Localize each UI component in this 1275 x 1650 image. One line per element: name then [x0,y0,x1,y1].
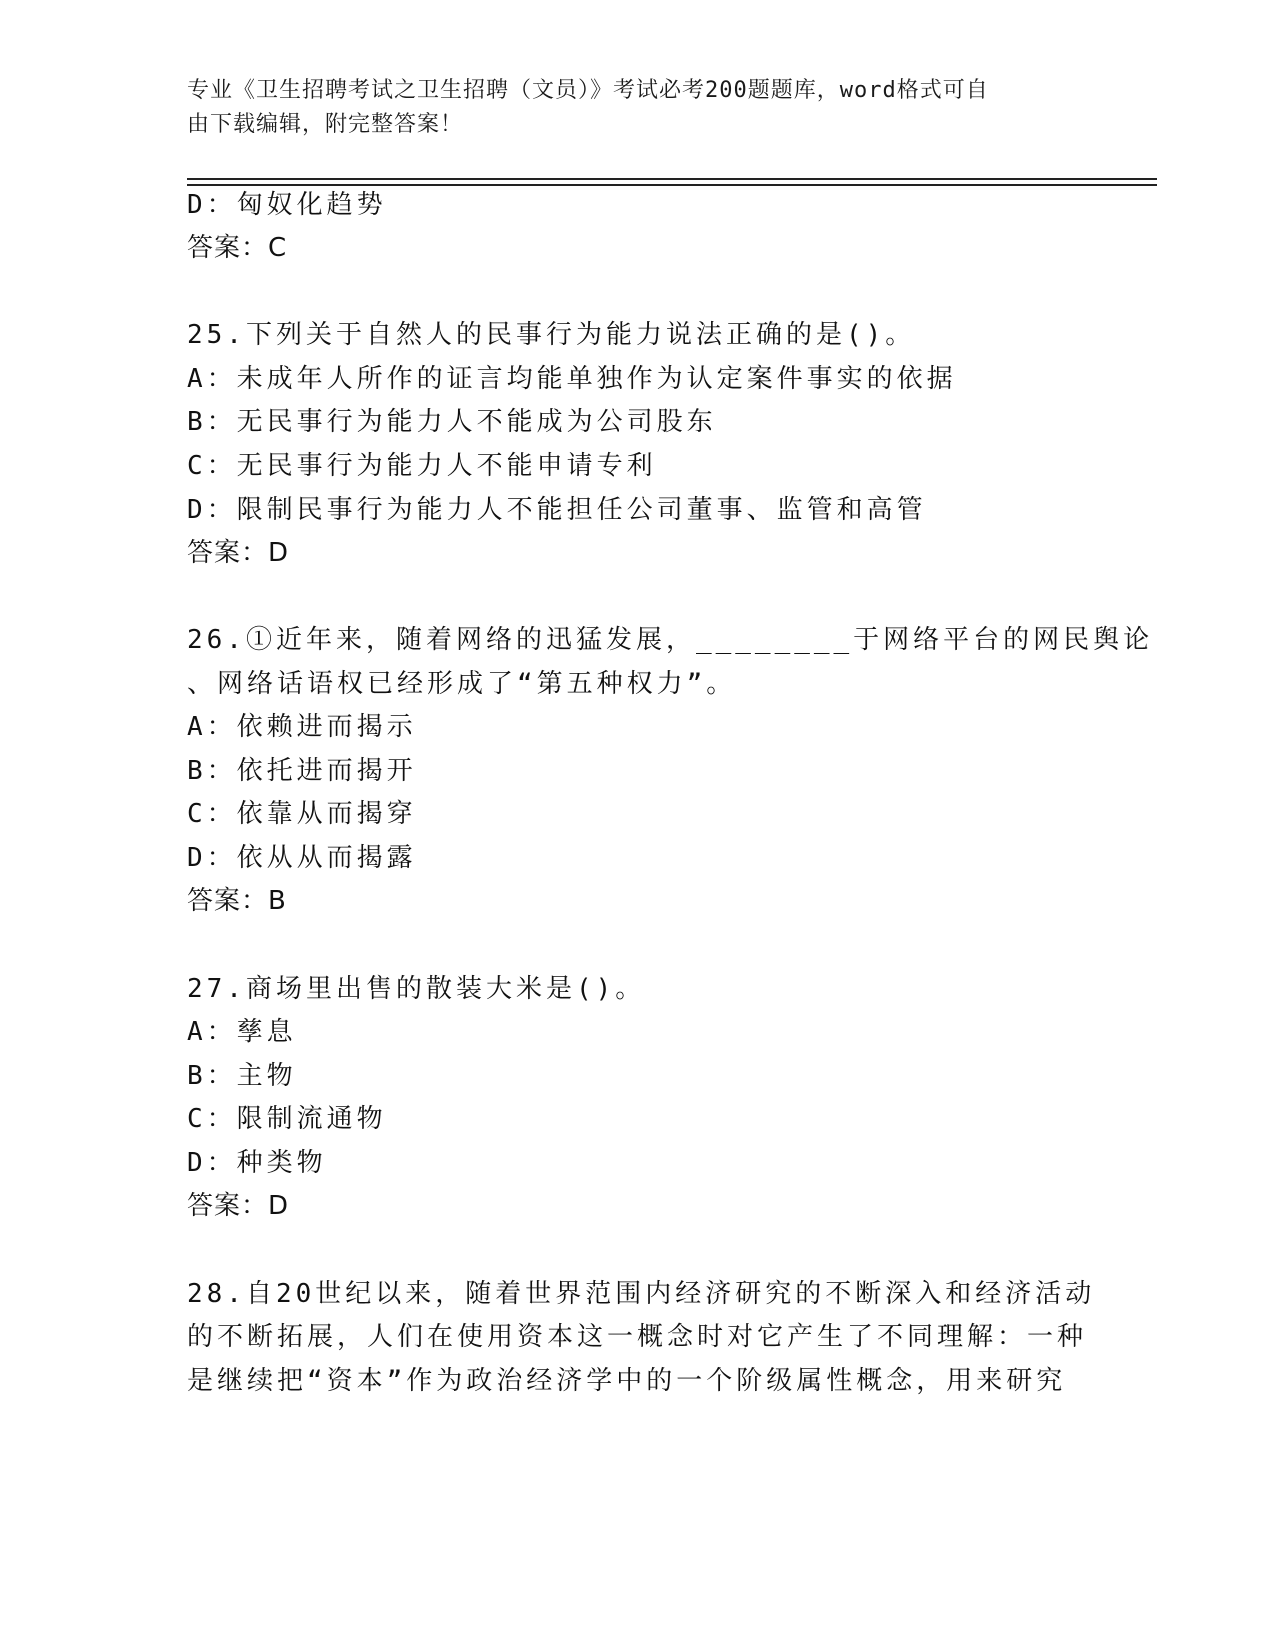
option-a: A：未成年人所作的证言均能单独作为认定案件事实的依据 [187,364,957,394]
answer-line: 答案：C [187,233,288,263]
header-divider-bottom [187,184,1157,186]
option-c: C：依靠从而揭穿 [187,799,417,829]
document-header [187,74,1067,142]
option-c: C：无民事行为能力人不能申请专利 [187,451,657,481]
header-line-1: 专业《卫生招聘考试之卫生招聘（文员）》考试必考200题题库，word格式可自 [187,78,989,103]
option-d: D：匈奴化趋势 [187,190,387,220]
option-d: D：限制民事行为能力人不能担任公司董事、监管和高管 [187,495,927,525]
question-26-continued: 、网络话语权已经形成了“第五种权力”。 [187,669,737,699]
header-divider-top [187,178,1157,180]
question-26: 26.①近年来，随着网络的迅猛发展，________于网络平台的网民舆论 [187,625,1154,655]
option-c: C：限制流通物 [187,1104,387,1134]
question-28-continued: 是继续把“资本”作为政治经济学中的一个阶级属性概念，用来研究 [187,1366,1067,1396]
answer-line: 答案：D [187,538,290,568]
option-b: B：依托进而揭开 [187,756,417,786]
answer-line: 答案：B [187,886,287,916]
question-28: 28.自20世纪以来，随着世界范围内经济研究的不断深入和经济活动 [187,1279,1096,1309]
option-d: D：依从从而揭露 [187,843,417,873]
question-28-continued: 的不断拓展，人们在使用资本这一概念时对它产生了不同理解：一种 [187,1322,1088,1352]
option-a: A：依赖进而揭示 [187,712,417,742]
option-a: A：孳息 [187,1017,297,1047]
question-27: 27.商场里出售的散装大米是()。 [187,974,646,1004]
option-b: B：无民事行为能力人不能成为公司股东 [187,407,717,437]
answer-line: 答案：D [187,1191,290,1221]
option-b: B：主物 [187,1061,297,1091]
header-line-2: 由下载编辑，附完整答案！ [187,112,464,137]
option-d: D：种类物 [187,1148,327,1178]
question-25: 25.下列关于自然人的民事行为能力说法正确的是()。 [187,320,916,350]
